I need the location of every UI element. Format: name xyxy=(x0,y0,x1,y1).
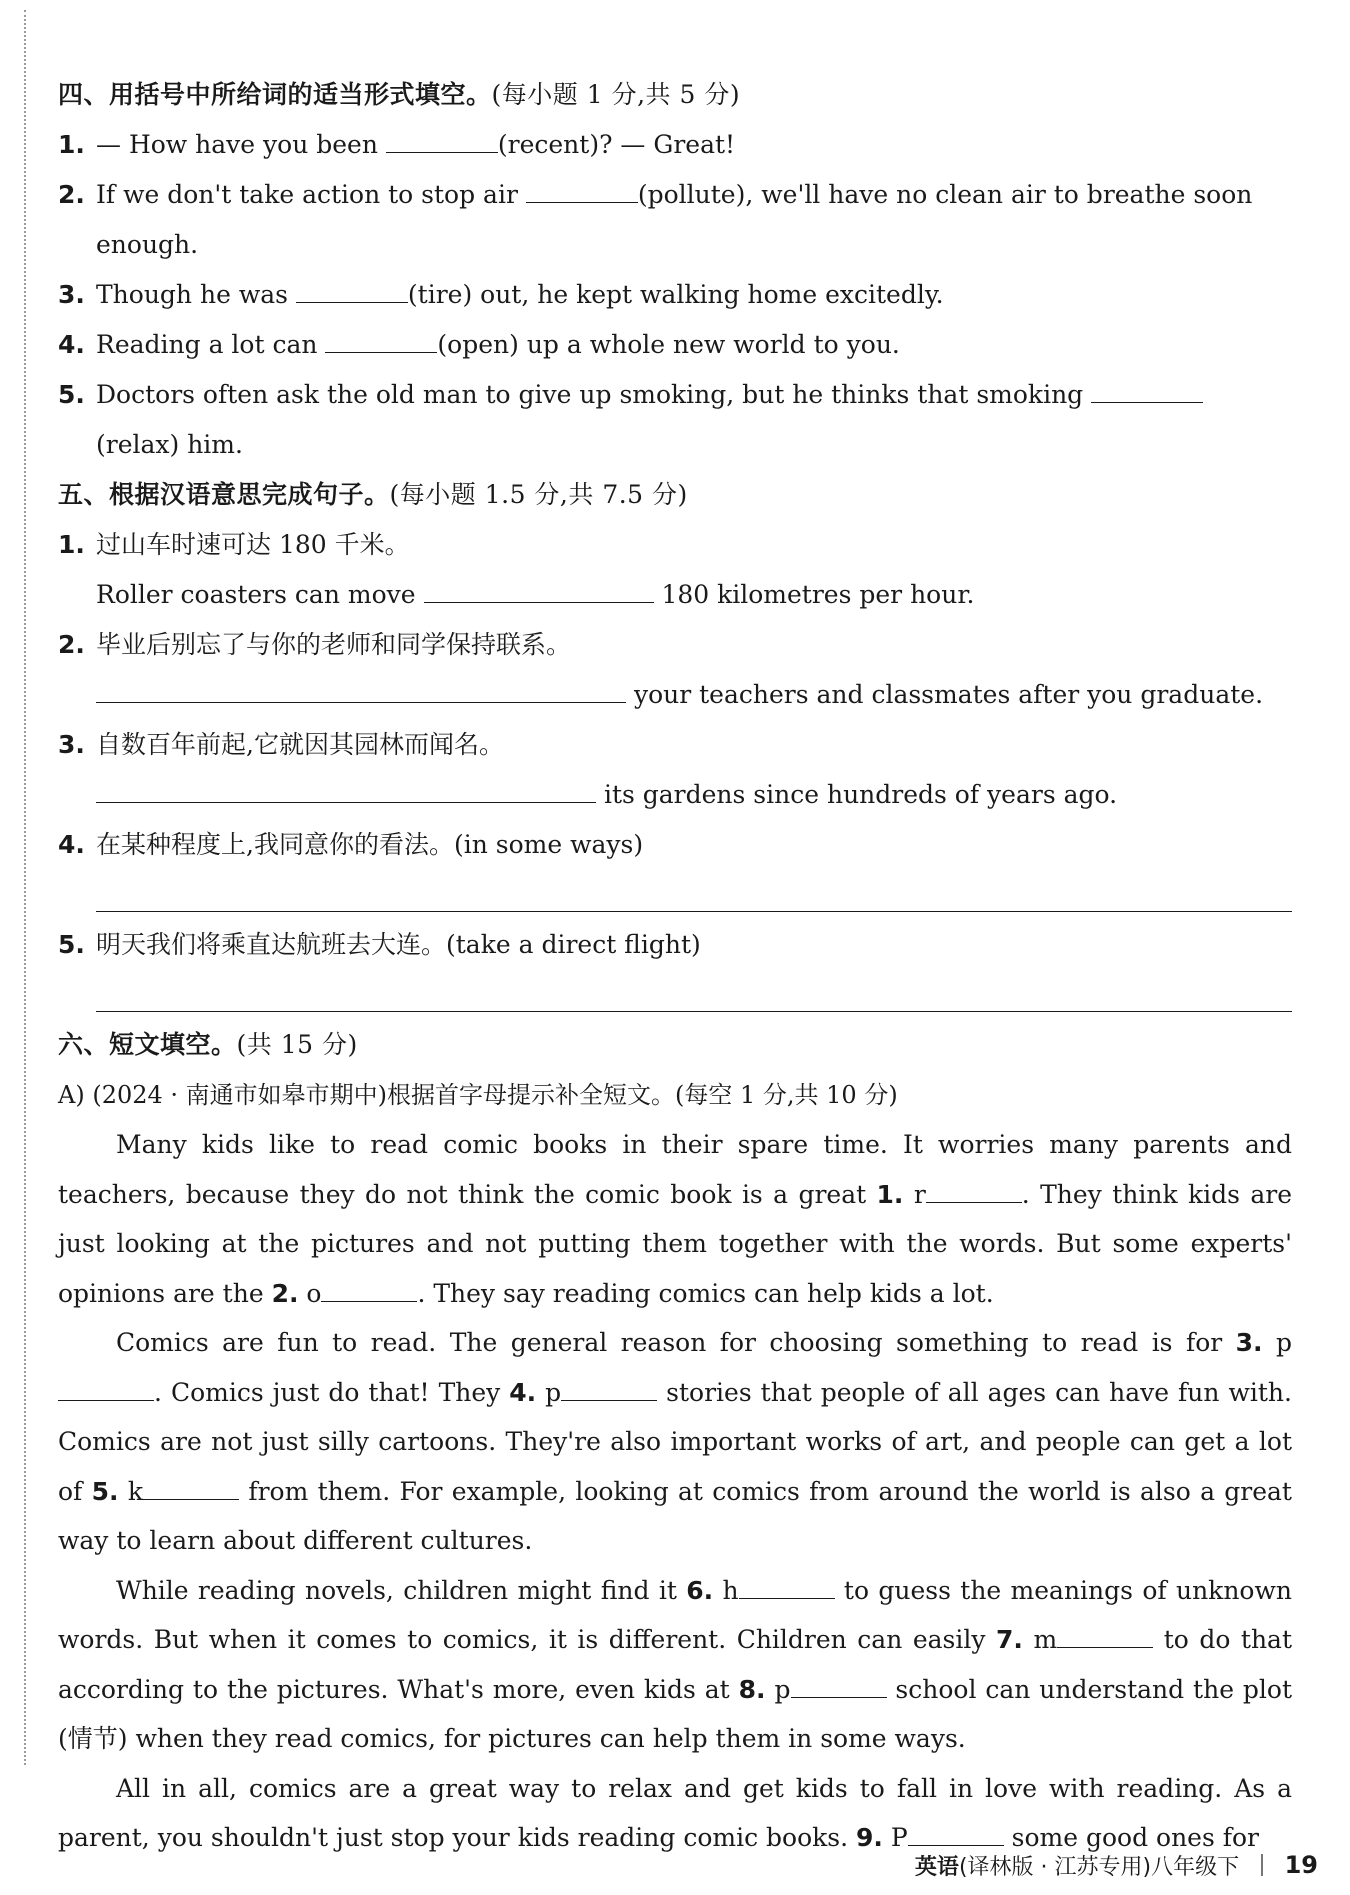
answer-blank[interactable] xyxy=(96,770,596,803)
passage-blank[interactable] xyxy=(1057,1621,1153,1648)
passage-paragraph-3 xyxy=(58,1566,1292,1764)
question-text: (open) up a whole new world to you. xyxy=(437,330,900,359)
section-title-text: 六、短文填空。 xyxy=(58,1030,237,1059)
s5-question-1 xyxy=(58,520,1292,570)
answer-blank[interactable] xyxy=(424,570,654,603)
answer-stem: Roller coasters can move xyxy=(96,580,424,609)
passage-text: . They say reading comics can help kids a lot. xyxy=(417,1278,994,1308)
initial-letter: m xyxy=(1022,1625,1058,1654)
passage-text: All in all, comics are a great way to relax and get kids to fall in love with reading. As a parent, you shouldn't just stop your kids reading comic books. xyxy=(58,1773,1292,1852)
chinese-prompt: 毕业后别忘了与你的老师和同学保持联系。 xyxy=(96,630,572,659)
s4-question-4 xyxy=(58,320,1292,370)
s5-question-4 xyxy=(58,820,1292,870)
blank-number: 9. xyxy=(856,1823,883,1852)
s4-question-5 xyxy=(58,370,1292,420)
s5-question-3 xyxy=(58,720,1292,770)
question-number: 2. xyxy=(58,180,85,209)
initial-letter: h xyxy=(713,1575,739,1605)
answer-blank[interactable] xyxy=(296,270,408,303)
answer-stem: its gardens since hundreds of years ago. xyxy=(596,780,1118,809)
answer-blank[interactable] xyxy=(1091,370,1203,403)
question-number: 3. xyxy=(58,730,85,759)
passage-text: Comics are fun to read. The general reason for choosing something to read is for xyxy=(116,1328,1236,1357)
question-text: Though he was xyxy=(96,280,296,309)
question-number: 4. xyxy=(58,330,85,359)
section-4-title xyxy=(58,70,1292,120)
initial-letter: P xyxy=(882,1823,908,1852)
question-number: 3. xyxy=(58,280,85,309)
section-title-text: 四、用括号中所给词的适当形式填空。 xyxy=(58,80,492,109)
question-text: (relax) him. xyxy=(96,430,243,459)
question-text: (tire) out, he kept walking home excitedly. xyxy=(407,280,944,309)
question-number: 1. xyxy=(58,130,85,159)
section-points: (每小题 1 分,共 5 分) xyxy=(491,80,741,109)
passage-text: from them. For example, looking at comics from around the world is also a great way to learn about different cultures. xyxy=(58,1476,1292,1555)
question-text: Doctors often ask the old man to give up smoking, but he thinks that smoking xyxy=(96,380,1092,409)
passage-text: . They think kids are just looking at the pictures and not putting them together with the words. But some experts' opinions are the xyxy=(58,1179,1292,1308)
page-footer xyxy=(915,1848,1318,1882)
s4-question-5-cont xyxy=(58,420,1292,470)
answer-blank[interactable] xyxy=(526,170,638,203)
chinese-prompt: 明天我们将乘直达航班去大连。(take a direct flight) xyxy=(96,930,701,959)
s4-question-2-cont xyxy=(58,220,1292,270)
s5-question-5 xyxy=(58,920,1292,970)
s5-answer-5-line[interactable] xyxy=(58,970,1292,1020)
answer-stem: 180 kilometres per hour. xyxy=(653,580,975,609)
question-number: 2. xyxy=(58,630,85,659)
s5-question-2 xyxy=(58,620,1292,670)
blank-number: 6. xyxy=(686,1575,714,1605)
passage-blank[interactable] xyxy=(143,1473,239,1500)
binding-margin-line xyxy=(24,10,26,1765)
blank-number: 4. xyxy=(509,1377,537,1407)
passage-blank[interactable] xyxy=(561,1374,657,1401)
initial-letter: r xyxy=(903,1179,926,1209)
passage-text: to guess the meanings of unknown words. But when it comes to comics, it is different. Children can easily xyxy=(58,1575,1292,1654)
blank-number: 8. xyxy=(738,1674,766,1704)
chinese-prompt: 自数百年前起,它就因其园林而闻名。 xyxy=(96,730,504,759)
initial-letter: p xyxy=(765,1674,791,1704)
footer-divider xyxy=(1261,1854,1263,1876)
passage-blank[interactable] xyxy=(908,1819,1004,1846)
answer-stem: your teachers and classmates after you graduate. xyxy=(626,680,1264,709)
initial-letter: o xyxy=(298,1278,322,1308)
s4-question-1 xyxy=(58,120,1292,170)
s5-answer-4-line[interactable] xyxy=(58,870,1292,920)
question-number: 5. xyxy=(58,380,85,409)
question-number: 1. xyxy=(58,530,85,559)
question-text: (pollute), we'll have no clean air to breathe soon xyxy=(637,180,1253,209)
blank-number: 2. xyxy=(271,1278,299,1308)
initial-letter: p xyxy=(536,1377,562,1407)
chinese-prompt: 在某种程度上,我同意你的看法。(in some ways) xyxy=(96,830,644,859)
initial-letter: k xyxy=(118,1476,143,1506)
section-6a-instructions: A) (2024 · 南通市如皋市期中)根据首字母提示补全短文。(每空 1 分,共 10 分) xyxy=(58,1081,898,1109)
footer-edition: (译林版 · 江苏专用)八年级下 xyxy=(958,1854,1240,1880)
passage-paragraph-2 xyxy=(58,1318,1292,1566)
question-text: (recent)? — Great! xyxy=(497,130,736,159)
s5-answer-2 xyxy=(58,670,1292,720)
s5-answer-3 xyxy=(58,770,1292,820)
section-points: (每小题 1.5 分,共 7.5 分) xyxy=(389,480,688,509)
passage-paragraph-1 xyxy=(58,1120,1292,1318)
question-number: 4. xyxy=(58,830,85,859)
section-6-title xyxy=(58,1020,1292,1070)
question-text: Reading a lot can xyxy=(96,330,326,359)
question-text: enough. xyxy=(96,230,199,259)
passage-text: Many kids like to read comic books in their spare time. It worries many parents and teachers, because they do not think the comic book is a great xyxy=(58,1130,1292,1209)
blank-number: 7. xyxy=(996,1625,1023,1654)
passage-blank[interactable] xyxy=(321,1275,417,1302)
answer-blank[interactable] xyxy=(96,670,626,703)
page-number: 19 xyxy=(1284,1851,1318,1879)
passage-blank[interactable] xyxy=(739,1572,835,1599)
answer-blank[interactable] xyxy=(386,120,498,153)
passage-text: While reading novels, children might find it xyxy=(116,1575,687,1605)
section-5-title xyxy=(58,470,1292,520)
section-points: (共 15 分) xyxy=(236,1030,358,1059)
question-text: — How have you been xyxy=(96,130,386,159)
blank-number: 1. xyxy=(876,1179,904,1209)
passage-text: school can understand the plot (情节) when they read comics, for pictures can help them in some ways. xyxy=(58,1674,1293,1753)
worksheet-page xyxy=(58,70,1292,1863)
cloze-passage xyxy=(58,1120,1292,1863)
s5-answer-1 xyxy=(58,570,1292,620)
passage-text: . Comics just do that! They xyxy=(154,1377,510,1407)
chinese-prompt: 过山车时速可达 180 千米。 xyxy=(96,530,410,559)
section-title-text: 五、根据汉语意思完成句子。 xyxy=(58,480,390,509)
initial-letter: p xyxy=(1262,1328,1293,1357)
s4-question-2 xyxy=(58,170,1292,220)
passage-text: some good ones for xyxy=(1003,1823,1259,1852)
passage-text: stories that people of all ages can have fun with. Comics are not just silly cartoons. They're also important works of art, and people can get a lot of xyxy=(58,1377,1292,1506)
passage-blank[interactable] xyxy=(926,1176,1022,1203)
footer-subject: 英语 xyxy=(914,1854,959,1880)
passage-text: to do that according to the pictures. What's more, even kids at xyxy=(58,1625,1293,1704)
blank-number: 5. xyxy=(91,1476,119,1506)
question-text: If we don't take action to stop air xyxy=(96,180,526,209)
s4-question-3 xyxy=(58,270,1292,320)
passage-blank[interactable] xyxy=(791,1671,887,1698)
passage-blank[interactable] xyxy=(58,1374,154,1401)
answer-blank[interactable] xyxy=(325,320,437,353)
blank-number: 3. xyxy=(1235,1328,1263,1357)
question-number: 5. xyxy=(58,930,85,959)
